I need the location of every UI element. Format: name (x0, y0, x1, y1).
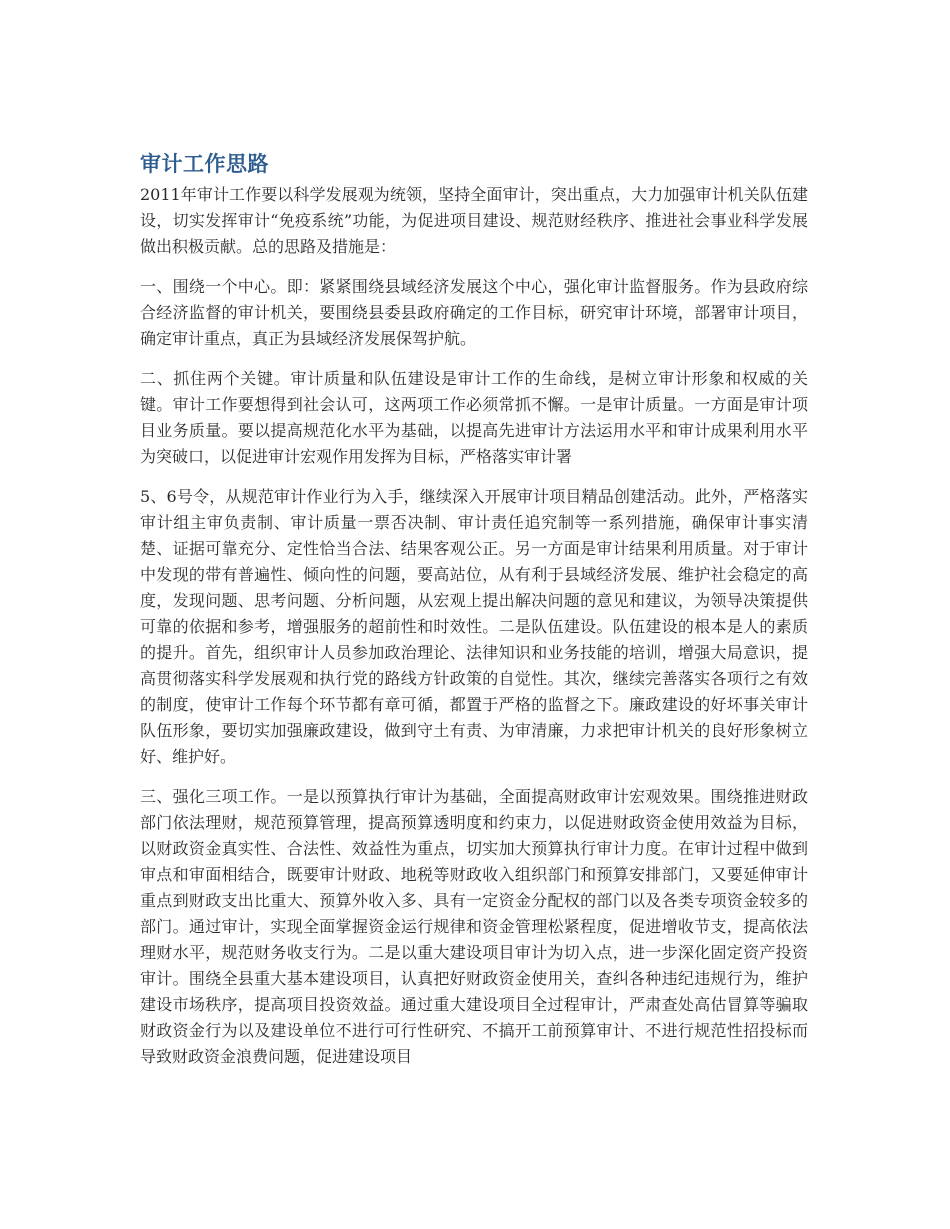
paragraph-two-keys-continued: 5、6号令，从规范审计作业行为入手，继续深入开展审计项目精品创建活动。此外，严格落实审计组主审负责制、审计质量一票否决制、审计责任追究制等一系列措施，确保审计事实清楚、证据可靠充分、定性恰当合法、结果客观公正。另一方面是审计结果利用质量。对于审计中发现的带有普遍性、倾向性的问题，要高站位，从有利于县域经济发展、维护社会稳定的高度，发现问题、思考问题、分析问题，从宏观上提出解决问题的意见和建议，为领导决策提供可靠的依据和参考，增强服务的超前性和时效性。二是队伍建设。队伍建设的根本是人的素质的提升。首先，组织审计人员参加政治理论、法律知识和业务技能的培训，增强大局意识，提高贯彻落实科学发展观和执行党的路线方针政策的自觉性。其次，继续完善落实各项行之有效的制度，使审计工作每个环节都有章可循，都置于严格的监督之下。廉政建设的好坏事关审计队伍形象，要切实加强廉政建设，做到守土有责、为审清廉，力求把审计机关的良好形象树立好、维护好。 (140, 487, 808, 766)
document-title: 审计工作思路 (140, 152, 269, 176)
paragraph-intro: 2011年审计工作要以科学发展观为统领，坚持全面审计，突出重点，大力加强审计机关队伍建设，切实发挥审计“免疫系统”功能，为促进项目建设、规范财经秩序、推进社会事业科学发展做出积极贡献。总的思路及措施是： (140, 185, 808, 256)
paragraph-three-tasks: 三、强化三项工作。一是以预算执行审计为基础，全面提高财政审计宏观效果。围绕推进财政部门依法理财，规范预算管理，提高预算透明度和约束力，以促进财政资金使用效益为目标，以财政资金真实性、合法性、效益性为重点，切实加大预算执行审计力度。在审计过程中做到审点和审面相结合，既要审计财政、地税等财政收入组织部门和预算安排部门，又要延伸审计重点到财政支出比重大、预算外收入多、具有一定资金分配权的部门以及各类专项资金较多的部门。通过审计，实现全面掌握资金运行规律和资金管理松紧程度，促进增收节支，提高依法理财水平，规范财务收支行为。二是以重大建设项目审计为切入点，进一步深化固定资产投资审计。围绕全县重大基本建设项目，认真把好财政资金使用关，查纠各种违纪违规行为，维护建设市场秩序，提高项目投资效益。通过重大建设项目全过程审计，严肃查处高估冒算等骗取财政资金行为以及建设单位不进行可行性研究、不搞开工前预算审计、不进行规范性招投标而导致财政资金浪费问题，促进建设项目 (140, 787, 808, 1066)
paragraph-two-keys: 二、抓住两个关键。审计质量和队伍建设是审计工作的生命线，是树立审计形象和权威的关键。审计工作要想得到社会认可，这两项工作必须常抓不懈。一是审计质量。一方面是审计项目业务质量。要以提高规范化水平为基础，以提高先进审计方法运用水平和审计成果利用水平为突破口，以促进审计宏观作用发挥为目标，严格落实审计署 (140, 369, 808, 466)
document-page (140, 148, 808, 1084)
paragraph-one-center: 一、围绕一个中心。即：紧紧围绕县域经济发展这个中心，强化审计监督服务。作为县政府综合经济监督的审计机关，要围绕县委县政府确定的工作目标，研究审计环境，部署审计项目，确定审计重点，真正为县域经济发展保驾护航。 (140, 277, 808, 348)
